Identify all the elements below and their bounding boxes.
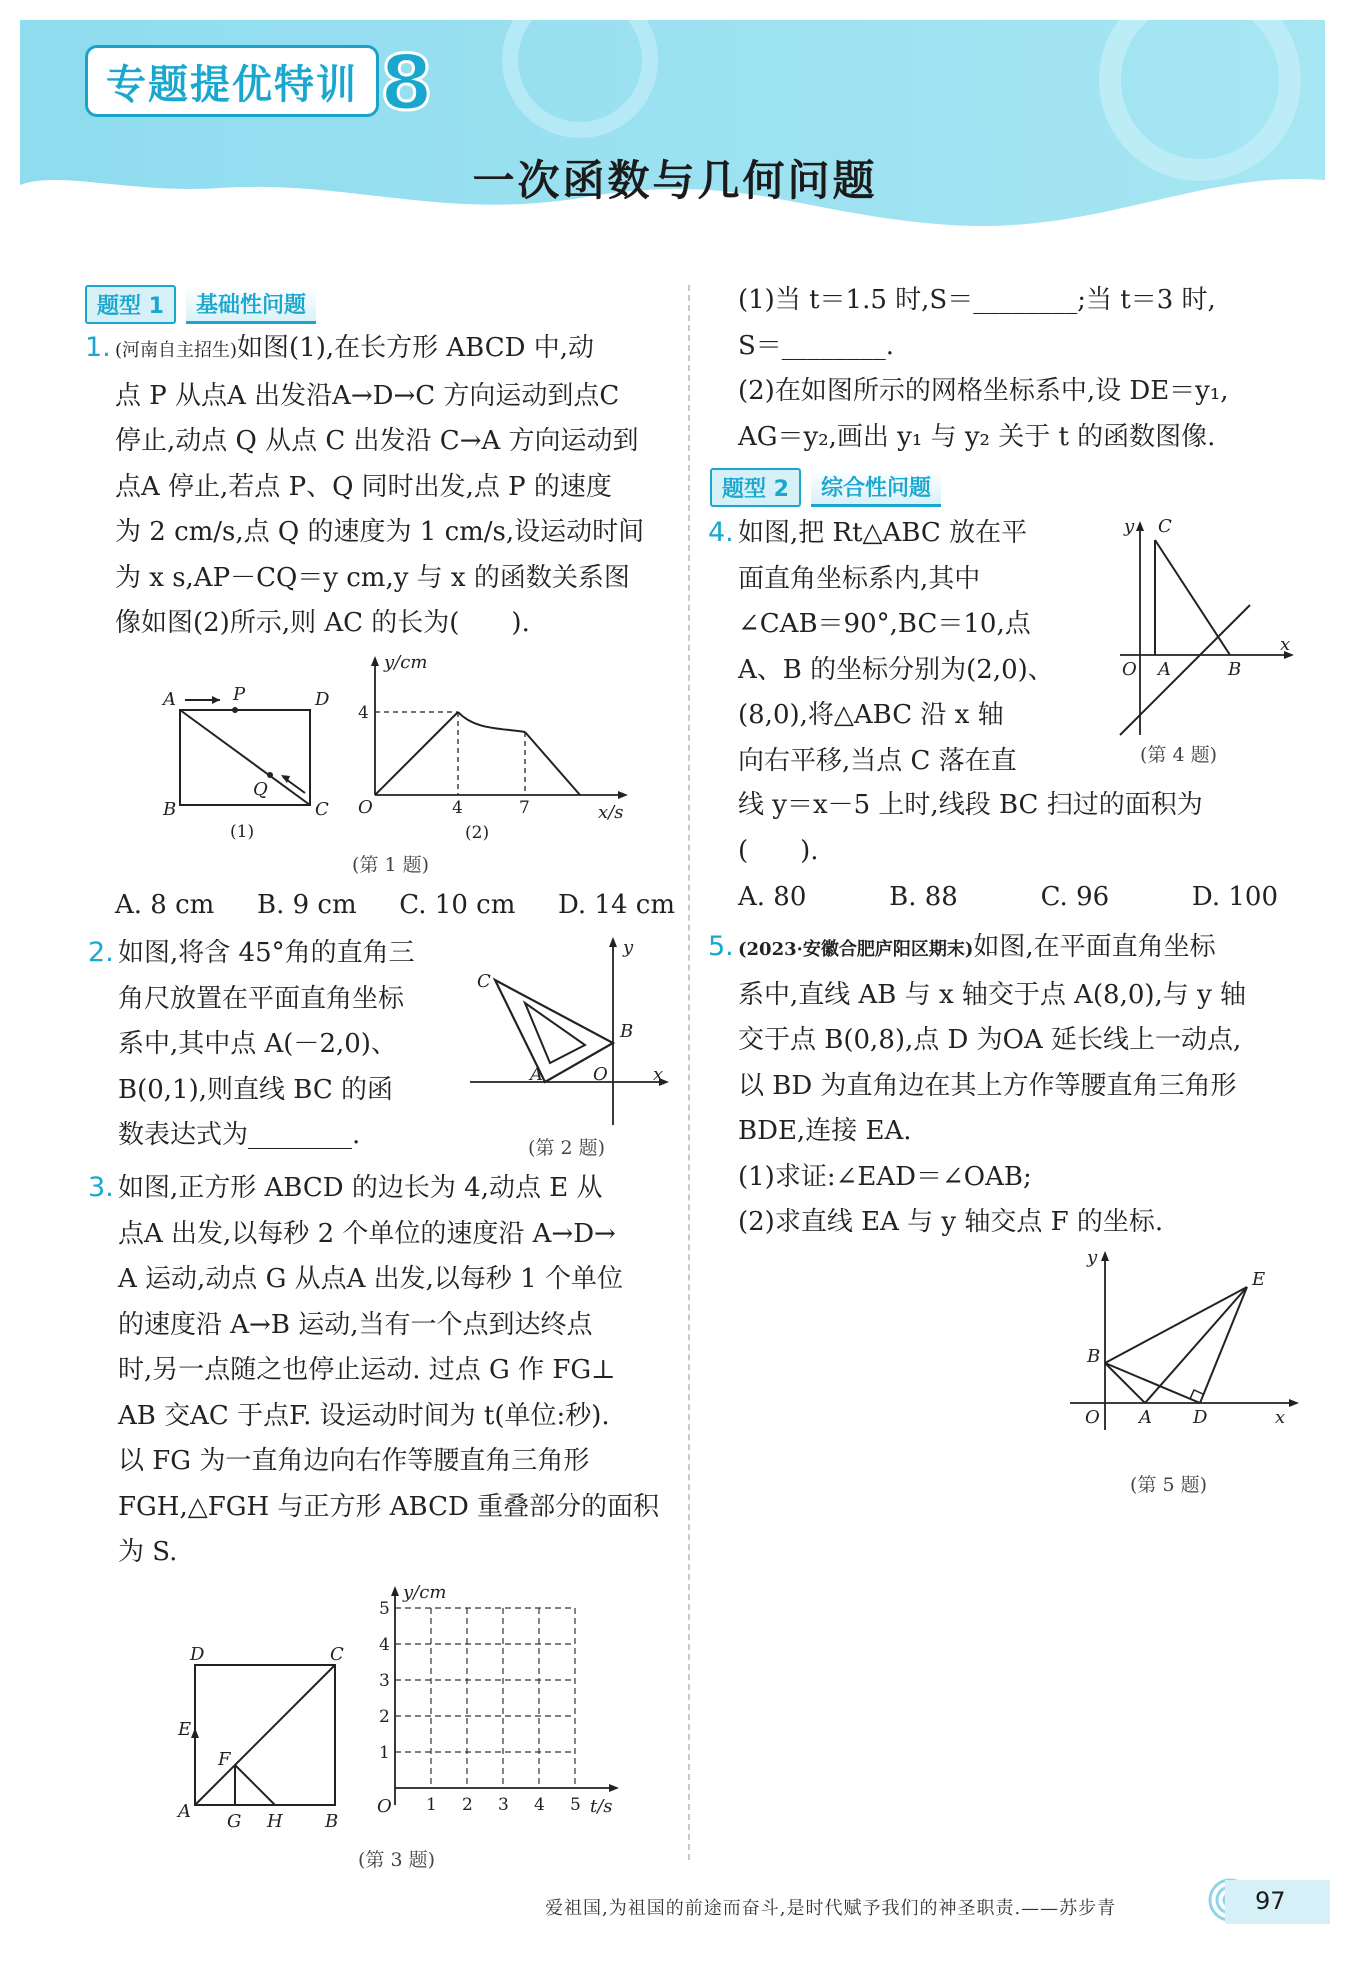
- y-axis-label: y: [1124, 516, 1135, 537]
- q4-line: (8,0),将△ABC 沿 x 轴: [738, 700, 1004, 730]
- tick-y: 3: [379, 1671, 390, 1691]
- q2-line: 角尺放置在平面直角坐标: [118, 983, 405, 1014]
- section-tag-2: [710, 468, 941, 507]
- y-axis-label: y: [623, 937, 634, 958]
- q5-line: 交于点 B(0,8),点 D 为OA 延长线上一动点,: [738, 1025, 1242, 1055]
- option-c: C. 96: [1040, 882, 1110, 912]
- q3-line: A 运动,动点 G 从点A 出发,以每秒 1 个单位: [118, 1264, 623, 1294]
- q4-line: ( ).: [738, 835, 819, 866]
- label-d: D: [315, 689, 330, 710]
- label-p: P: [233, 684, 246, 705]
- label-a: A: [1139, 1407, 1152, 1428]
- label-e: E: [1252, 1269, 1266, 1290]
- section-tag-label: 题型 1: [85, 285, 176, 324]
- origin-label: O: [1122, 659, 1137, 680]
- label-a: A: [163, 689, 176, 710]
- q1-line: 像如图(2)所示,则 AC 的长为( ).: [115, 608, 530, 638]
- q5-line: (1)求证:∠EAD＝∠OAB;: [738, 1161, 1032, 1192]
- label-q: Q: [253, 779, 268, 800]
- badge-number: 8: [380, 38, 433, 127]
- x-axis-label: t/s: [590, 1796, 613, 1817]
- origin-label: O: [358, 797, 373, 818]
- q3-line: 点A 出发,以每秒 2 个单位的速度沿 A→D→: [118, 1218, 616, 1249]
- origin-label: O: [593, 1064, 608, 1085]
- question-number: 4.: [708, 517, 734, 548]
- section-tag-1: [85, 285, 316, 324]
- q4-figure: [1100, 510, 1300, 740]
- q3-right-line: (1)当 t＝1.5 时,S＝________;当 t＝3 时,: [738, 285, 1216, 315]
- q1-line: 点 P 从点A 出发沿A→D→C 方向运动到点C: [115, 380, 620, 411]
- q1-line: 停止,动点 Q 从点 C 出发沿 C→A 方向运动到: [115, 426, 639, 456]
- q2-line: 数表达式为________.: [118, 1120, 361, 1150]
- q3-figure-square: [175, 1635, 350, 1835]
- y-axis-label: y/cm: [384, 652, 428, 673]
- tick-x: 2: [462, 1795, 473, 1815]
- origin-label: O: [1085, 1407, 1100, 1428]
- q4-line: 向右平移,当点 C 落在直: [738, 745, 1017, 776]
- label-g: G: [227, 1811, 242, 1832]
- q5-line: 如图,在平面直角坐标: [973, 932, 1216, 962]
- q3-caption: (第 3 题): [358, 1849, 435, 1871]
- q3-line: AB 交AC 于点F. 设运动时间为 t(单位:秒).: [118, 1400, 610, 1431]
- question-number: 1.: [85, 332, 111, 363]
- fig-caption: (1): [230, 822, 255, 842]
- option-d: D. 14 cm: [557, 890, 675, 920]
- q4-line: 面直角坐标系内,其中: [738, 563, 981, 594]
- q1-options: [115, 890, 675, 920]
- label-a: A: [178, 1801, 191, 1822]
- q1-figure-rectangle: [155, 675, 345, 845]
- q5-line: (2)求直线 EA 与 y 轴交点 F 的坐标.: [738, 1207, 1164, 1237]
- question-4-continued: [738, 783, 1298, 874]
- page-title: 一次函数与几何问题: [472, 156, 878, 205]
- x-axis-label: x: [1275, 1407, 1286, 1428]
- label-c: C: [315, 799, 329, 820]
- question-number: 2.: [88, 937, 114, 968]
- q1-line: 如图(1),在长方形 ABCD 中,动: [237, 333, 595, 363]
- fig-caption: (2): [465, 823, 490, 843]
- q5-line: 系中,直线 AB 与 x 轴交于点 A(8,0),与 y 轴: [738, 979, 1247, 1010]
- q1-figure-graph: [350, 650, 640, 845]
- page-number: 97: [1255, 1887, 1286, 1915]
- question-1: [85, 325, 675, 647]
- q3-line: 如图,正方形 ABCD 的边长为 4,动点 E 从: [118, 1173, 603, 1203]
- option-a: A. 8 cm: [115, 890, 215, 920]
- badge-text: 专题提优特训: [106, 61, 358, 108]
- origin-label: O: [377, 1796, 392, 1817]
- question-number: 5.: [708, 931, 734, 962]
- label-d: D: [190, 1644, 205, 1665]
- y-axis-label: y/cm: [403, 1582, 447, 1603]
- q1-caption: (第 1 题): [352, 854, 429, 876]
- label-a: A: [1158, 659, 1171, 680]
- label-d: D: [1193, 1407, 1208, 1428]
- question-3-continued: [738, 278, 1293, 460]
- tick-x: 5: [570, 1795, 581, 1815]
- section-tag-name: 综合性问题: [811, 469, 941, 507]
- question-5: [708, 924, 1298, 1246]
- tick-y: 5: [379, 1599, 390, 1619]
- y-axis-label: y: [1087, 1247, 1098, 1268]
- question-2: [88, 930, 453, 1159]
- footer-quote: 爱祖国,为祖国的前途而奋斗,是时代赋予我们的神圣职责.——苏步青: [545, 1898, 1117, 1919]
- label-h: H: [267, 1811, 283, 1832]
- q5-line: 以 BD 为直角边在其上方作等腰直角三角形: [738, 1070, 1237, 1101]
- question-3: [88, 1165, 675, 1576]
- label-c: C: [1158, 516, 1172, 537]
- question-4: [708, 510, 1063, 784]
- q5-figure: [1065, 1245, 1305, 1435]
- question-source: (河南自主招生): [115, 340, 238, 361]
- q3-right-line: S＝________.: [738, 330, 895, 361]
- q1-line: 为 x s,AP－CQ＝y cm,y 与 x 的函数关系图: [115, 562, 630, 593]
- question-number: 3.: [88, 1172, 114, 1203]
- label-b: B: [1087, 1346, 1101, 1367]
- q3-line: 为 S.: [118, 1537, 178, 1567]
- q5-line: BDE,连接 EA.: [738, 1116, 912, 1146]
- label-b: B: [620, 1021, 634, 1042]
- option-c: C. 10 cm: [399, 890, 516, 920]
- q3-line: 以 FG 为一直角边向右作等腰直角三角形: [118, 1446, 590, 1476]
- q2-line: 如图,将含 45°角的直角三: [118, 938, 415, 968]
- q4-line: 如图,把 Rt△ABC 放在平: [738, 518, 1028, 548]
- tick-y: 4: [379, 1635, 390, 1655]
- q2-line: 系中,其中点 A(－2,0)、: [118, 1029, 397, 1059]
- q1-line: 点A 停止,若点 P、Q 同时出发,点 P 的速度: [115, 471, 612, 502]
- label-a: A: [530, 1064, 543, 1085]
- q4-options: [738, 882, 1278, 912]
- column-divider: [688, 285, 690, 1860]
- q3-right-line: AG＝y₂,画出 y₁ 与 y₂ 关于 t 的函数图像.: [738, 421, 1216, 452]
- q3-line: 的速度沿 A→B 运动,当有一个点到达终点: [118, 1309, 593, 1340]
- tick-x: 3: [498, 1795, 509, 1815]
- option-b: B. 88: [889, 882, 958, 912]
- label-b: B: [325, 1811, 339, 1832]
- option-b: B. 9 cm: [256, 890, 357, 920]
- q4-line: ∠CAB＝90°,BC＝10,点: [738, 609, 1031, 639]
- label-b: B: [1228, 659, 1242, 680]
- tick-y: 1: [379, 1743, 390, 1763]
- section-tag-label: 题型 2: [710, 468, 801, 507]
- q4-line: 线 y＝x－5 上时,线段 BC 扫过的面积为: [738, 790, 1203, 820]
- q2-line: B(0,1),则直线 BC 的函: [118, 1074, 394, 1105]
- x-axis-label: x: [1280, 634, 1291, 655]
- q4-caption: (第 4 题): [1140, 744, 1217, 766]
- tick-x: 1: [426, 1795, 437, 1815]
- option-d: D. 100: [1191, 882, 1278, 912]
- q3-line: 时,另一点随之也停止运动. 过点 G 作 FG⊥: [118, 1355, 616, 1385]
- q2-figure: [465, 935, 675, 1130]
- q3-right-line: (2)在如图所示的网格坐标系中,设 DE＝y₁,: [738, 376, 1229, 406]
- question-source: (2023·安徽合肥庐阳区期末): [738, 939, 974, 960]
- x-axis-label: x/s: [598, 802, 624, 823]
- q1-line: 为 2 cm/s,点 Q 的速度为 1 cm/s,设运动时间: [115, 517, 645, 547]
- tick-y: 2: [379, 1707, 390, 1727]
- tick-x-7: 7: [519, 798, 530, 818]
- q2-caption: (第 2 题): [528, 1137, 605, 1159]
- tick-y-4: 4: [358, 703, 369, 723]
- q3-line: FGH,△FGH 与正方形 ABCD 重叠部分的面积: [118, 1491, 660, 1522]
- q5-caption: (第 5 题): [1130, 1474, 1207, 1496]
- label-c: C: [477, 971, 491, 992]
- label-b: B: [163, 799, 177, 820]
- label-c: C: [330, 1644, 344, 1665]
- q4-line: A、B 的坐标分别为(2,0)、: [738, 654, 1054, 685]
- section-tag-name: 基础性问题: [186, 286, 316, 324]
- option-a: A. 80: [738, 882, 807, 912]
- q3-figure-grid: [365, 1580, 630, 1830]
- x-axis-label: x: [653, 1064, 664, 1085]
- special-topic-badge: [85, 45, 379, 117]
- label-f: F: [218, 1749, 231, 1770]
- tick-x-4: 4: [452, 798, 463, 818]
- tick-x: 4: [534, 1795, 545, 1815]
- label-e: E: [178, 1719, 192, 1740]
